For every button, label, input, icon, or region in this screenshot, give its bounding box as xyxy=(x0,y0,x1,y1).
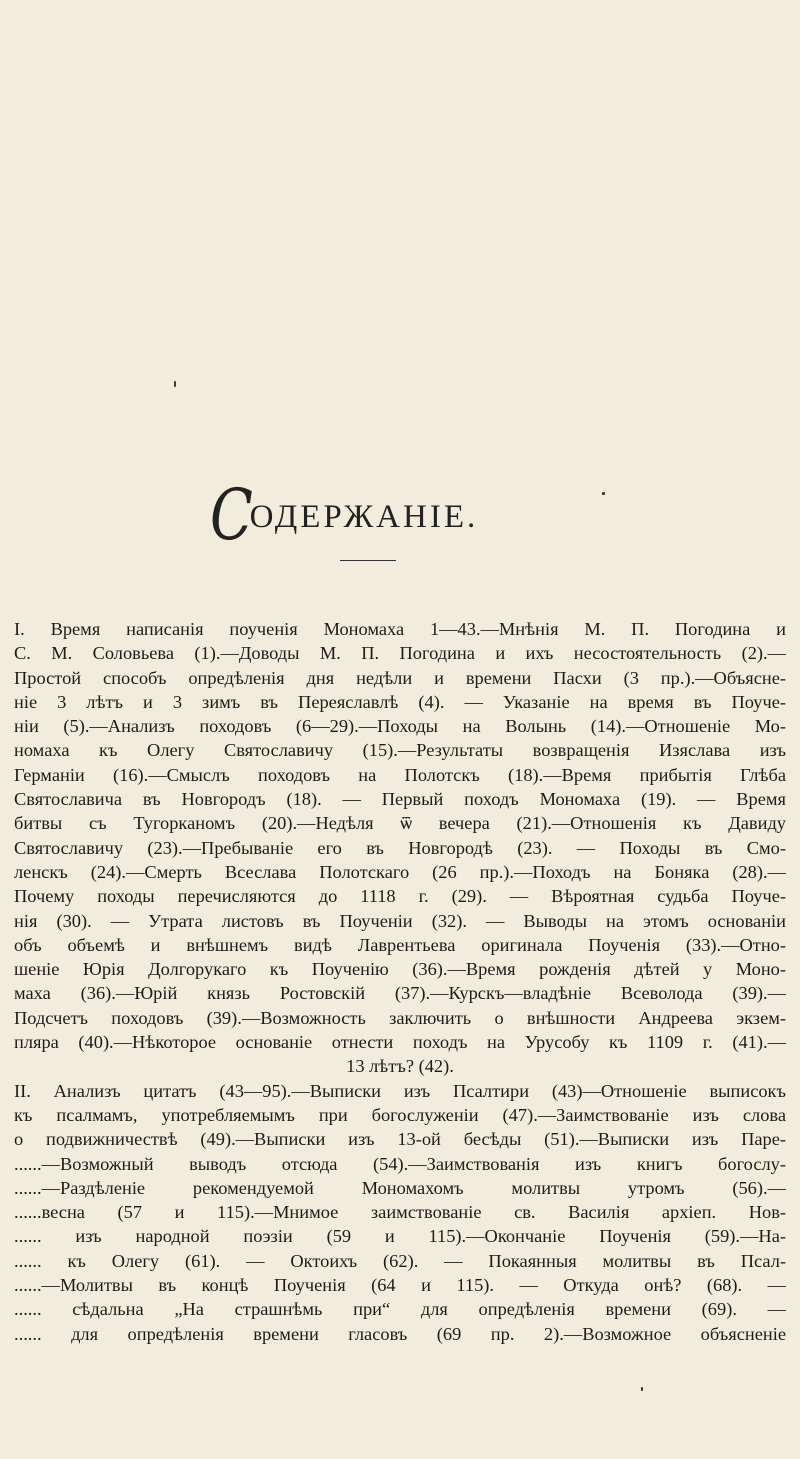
text-line-last: 13 лѣтъ? (42). xyxy=(346,1056,454,1077)
text-line-faded: ...... къ Олегу (61). — Октоихъ (62). — Покаянныя молитвы въ Псал- xyxy=(14,1250,786,1271)
text-line-faded: ......—Раздѣленіе рекомендуемой Мономахомъ молитвы утромъ (56).— xyxy=(14,1177,786,1198)
text-line: Святославичу (23).—Пребываніе его въ Новгородѣ (23). — Походы въ Смо- xyxy=(14,837,786,858)
text-line: объ объемѣ и внѣшнемъ видѣ Лаврентьева оригинала Поученія (33).—Отно- xyxy=(14,934,786,955)
text-line: Германіи (16).—Смыслъ походовъ на Полотскъ (18).—Время прибытія Глѣба xyxy=(14,764,786,785)
text-line: II. Анализъ цитатъ (43—95).—Выписки изъ Псалтири (43)—Отношеніе выписокъ xyxy=(14,1080,786,1101)
text-line: Подсчетъ походовъ (39).—Возможность заключить о внѣшности Андреева экзем- xyxy=(14,1007,786,1028)
text-line: Почему походы перечисляются до 1118 г. (29). — Вѣроятная судьба Поуче- xyxy=(14,886,786,907)
section-2 xyxy=(14,1079,786,1346)
text-line-faded: ...... сѣдальна „На страшнѣмь при“ для опредѣленія времени (69). — xyxy=(14,1299,786,1320)
text-line: С. М. Соловьева (1).—Доводы М. П. Погодина и ихъ несостоятельность (2).— xyxy=(14,643,786,664)
text-line-faded: ......весна (57 и 115).—Мнимое заимствованіе св. Василія архіеп. Нов- xyxy=(14,1202,786,1223)
text-line: пляра (40).—Нѣкоторое основаніе отнести походъ на Урусобу къ 1109 г. (41).— xyxy=(14,1032,786,1053)
text-line-faded: ...... для опредѣленія времени гласовъ (69 пр. 2).—Возможное объясненіе xyxy=(14,1323,786,1344)
text-line: Святославича въ Новгородъ (18). — Первый походъ Мономаха (19). — Время xyxy=(14,789,786,810)
text-line: маха (36).—Юрій князь Ростовскій (37).—Курскъ—владѣніе Всеволода (39).— xyxy=(14,983,786,1004)
contents-body xyxy=(14,617,786,1346)
text-line: ніи (5).—Анализъ походовъ (6—29).—Походы на Волынь (14).—Отношеніе Мо- xyxy=(14,716,786,737)
text-line-faded: ...... изъ народной поэзіи (59 и 115).—Окончаніе Поученія (59).—На- xyxy=(14,1226,786,1247)
text-line: I. Время написанія поученія Мономаха 1—43.—Мнѣнія М. П. Погодина и xyxy=(14,619,786,639)
print-speck xyxy=(602,492,605,495)
text-line: къ псалмамъ, употребляемымъ при богослуженіи (47).—Заимствованіе изъ слова xyxy=(14,1104,786,1125)
text-line: ніе 3 лѣтъ и 3 зимъ въ Переяславлѣ (4). — Указаніе на время въ Поуче- xyxy=(14,691,786,712)
print-speck xyxy=(641,1387,643,1391)
text-line: ленскъ (24).—Смерть Всеслава Полотскаго (26 пр.).—Походъ на Боняка (28).— xyxy=(14,861,786,882)
text-line: о подвижничествѣ (49).—Выписки изъ 13-ой бесѣды (51).—Выписки изъ Паре- xyxy=(14,1129,786,1150)
text-line: нія (30). — Утрата листовъ въ Поученіи (32). — Выводы на этомъ основаніи xyxy=(14,910,786,931)
title-text: ОДЕРЖАНІЕ. xyxy=(249,499,479,535)
text-line: шеніе Юрія Долгорукаго къ Поученію (36).—Время рожденія дѣтей у Моно- xyxy=(14,959,786,980)
title-divider xyxy=(340,560,396,561)
section-1 xyxy=(14,617,786,1079)
title-initial: С xyxy=(210,474,253,556)
text-line-faded: ......—Возможный выводъ отсюда (54).—Заимствованія изъ книгъ богослу- xyxy=(14,1153,786,1174)
text-line: Простой способъ опредѣленія дня недѣли и времени Пасхи (3 пр.).—Объясне- xyxy=(14,667,786,688)
text-line: битвы съ Тугорканомъ (20).—Недѣля ѿ вечера (21).—Отношенія къ Давиду xyxy=(14,813,786,834)
page-title xyxy=(210,470,479,556)
text-line-faded: ......—Молитвы въ концѣ Поученія (64 и 115). — Откуда онѣ? (68). — xyxy=(14,1275,786,1296)
print-speck xyxy=(174,381,176,387)
text-line: номаха къ Олегу Святославичу (15).—Результаты возвращенія Изяслава изъ xyxy=(14,740,786,761)
